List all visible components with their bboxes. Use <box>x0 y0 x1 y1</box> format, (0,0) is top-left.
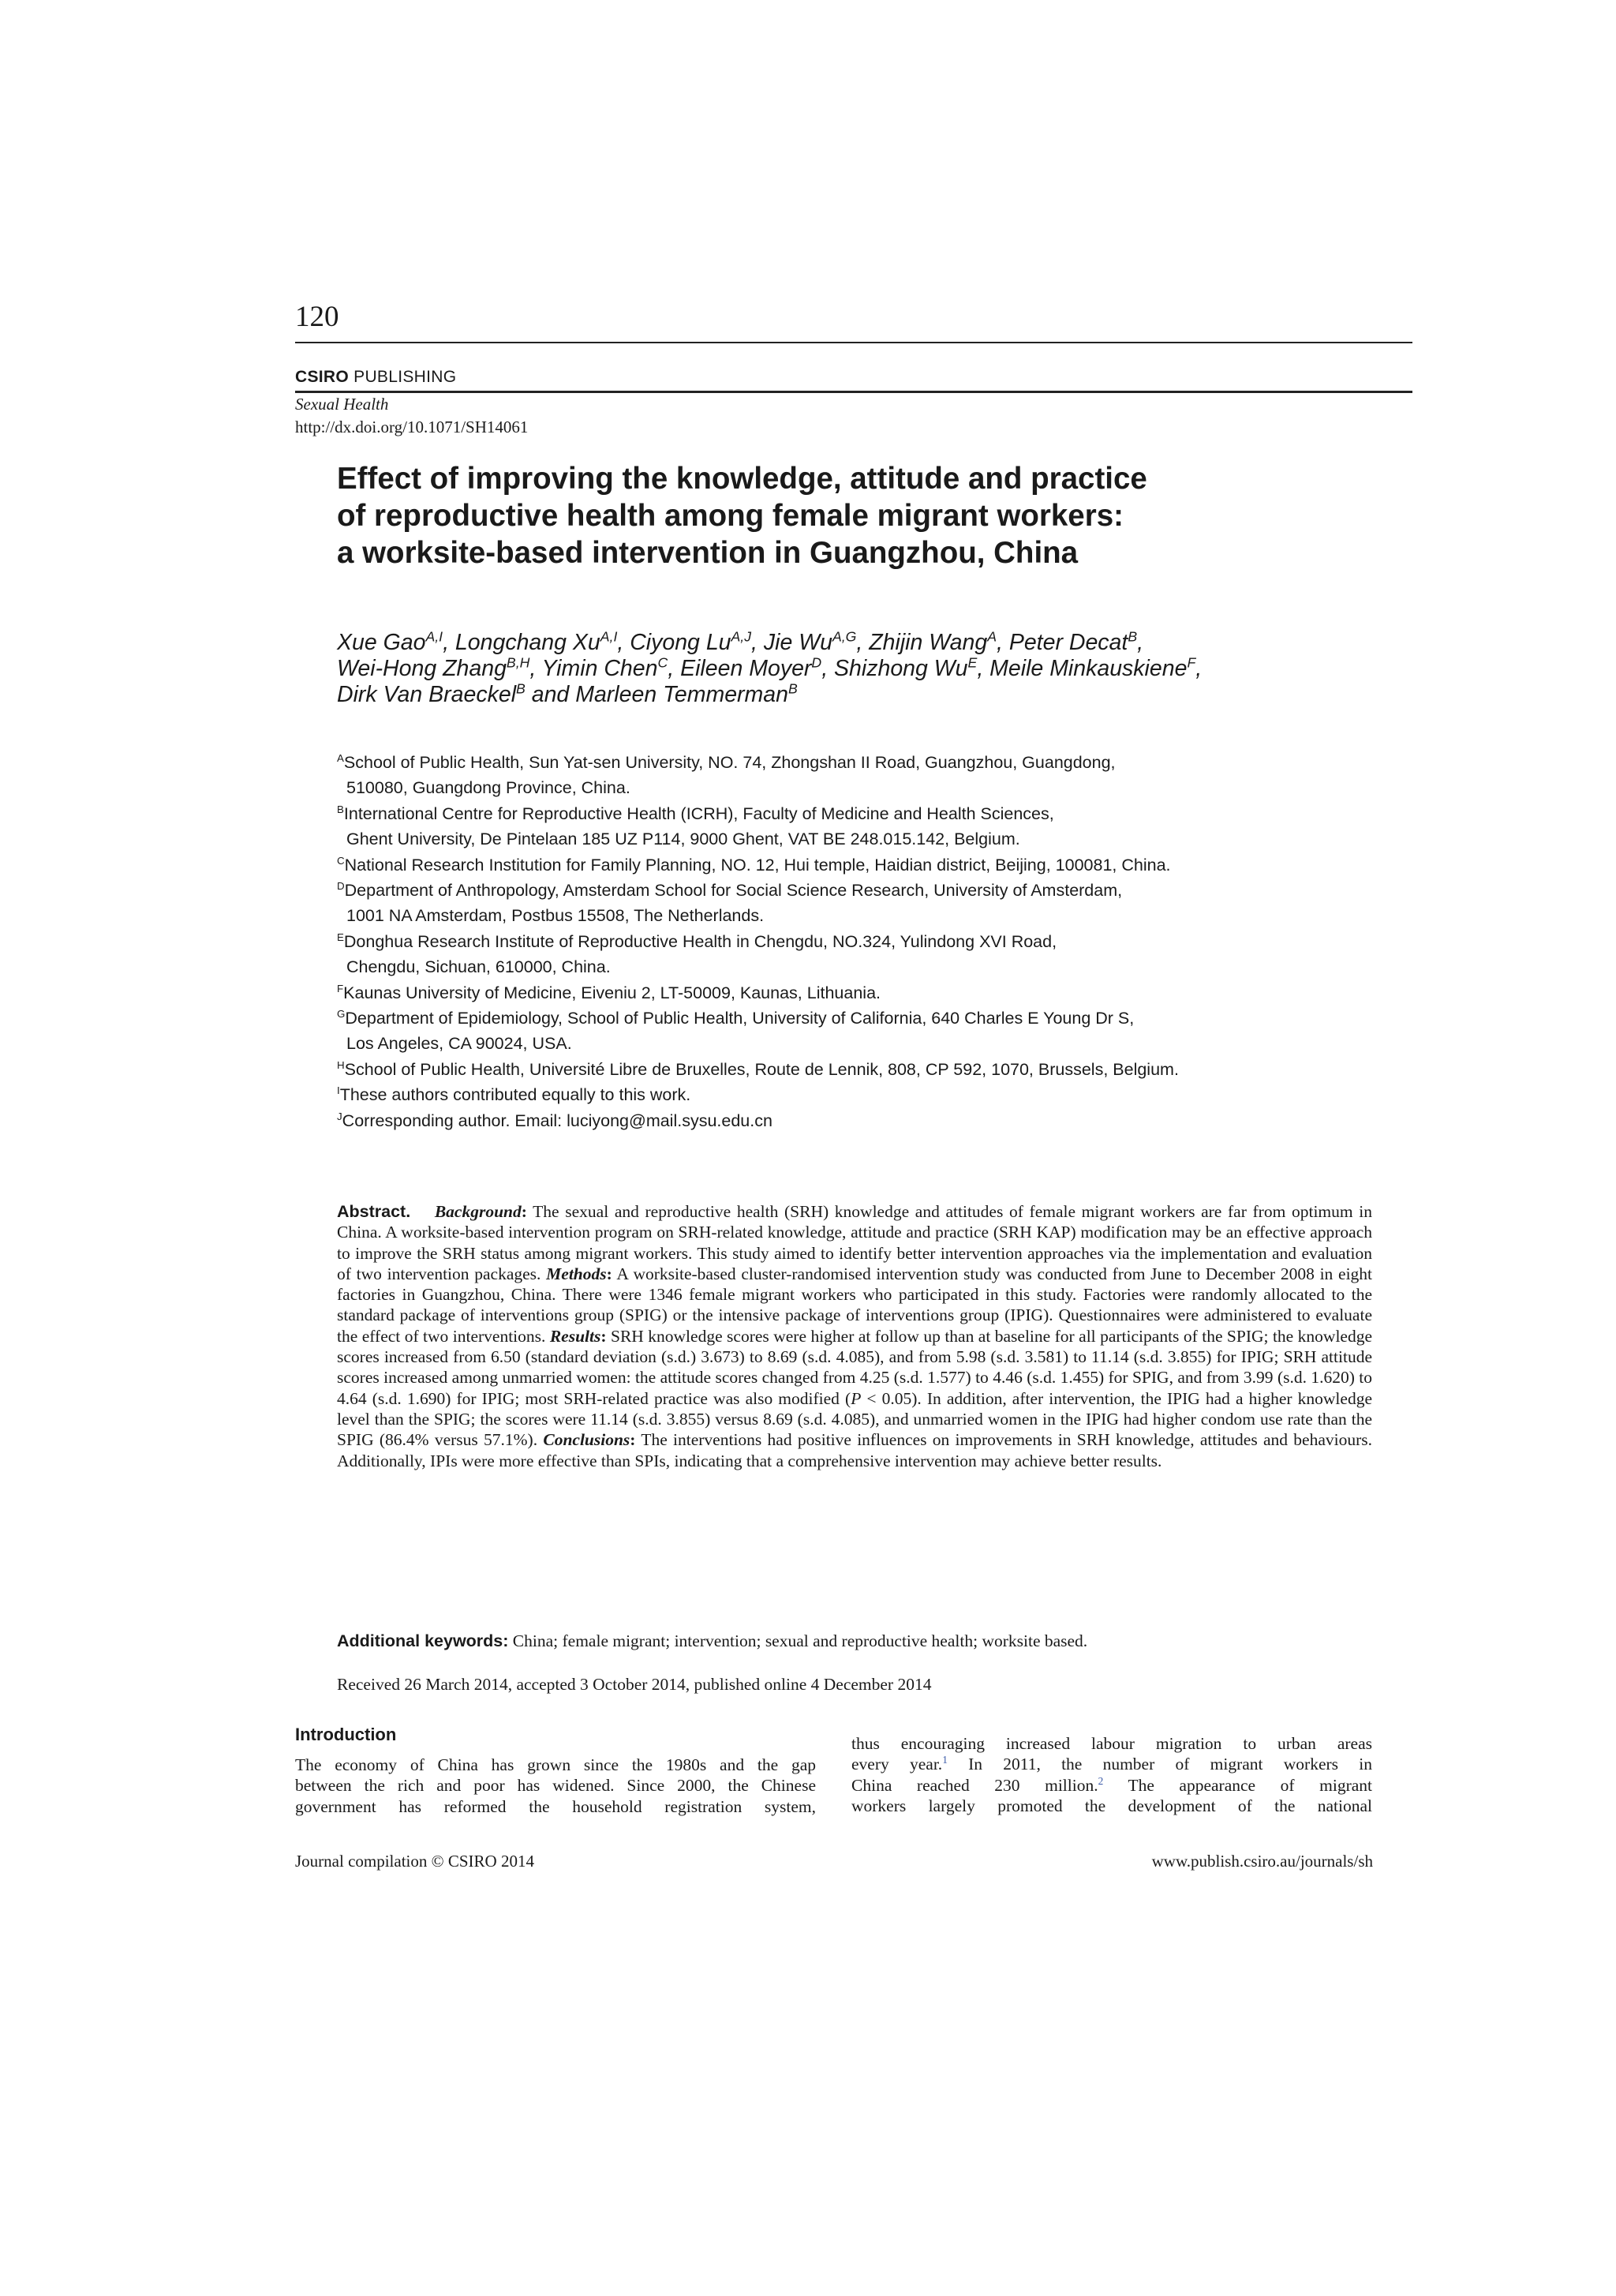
results-label: Results <box>549 1326 601 1346</box>
journal-name: Sexual Health <box>295 395 389 414</box>
abstract-label: Abstract. <box>337 1202 411 1221</box>
p-value-symbol: P <box>851 1388 862 1408</box>
header-rule <box>295 342 1412 343</box>
body-column-right <box>851 1733 1372 1816</box>
footer-journal-url[interactable]: www.publish.csiro.au/journals/sh <box>1151 1852 1373 1871</box>
author-line: Dirk Van Braeckel$^B$ and Marleen Temmerman$^B$ <box>337 680 798 707</box>
methods-text: A worksite-based cluster-randomised intervention study was conducted from June to December 2008 in eight factories in Guangzhou, China. There were 1346 female migrant workers who participated in this study. Factories were randomly allocated to the standard package of interventions group (SPIG) or the intensive package of interventions group (IPIG). Questionnaires were administered to evaluate the effect of two interventions. <box>337 1264 1373 1346</box>
affiliation-g-continued: Los Angeles, CA 90024, USA. <box>346 1034 572 1054</box>
reference-link-2[interactable]: 2 <box>1098 1774 1104 1787</box>
affiliation-a-continued: 510080, Guangdong Province, China. <box>346 778 630 798</box>
background-text: The sexual and reproductive health (SRH) knowledge and attitudes of female migrant workers are far from optimum in China. A worksite-based intervention program on SRH-related knowledge, attitude and practice (SRH KAP) modification may be an effective approach to improve the SRH status among migrant workers. This study aimed to identify better intervention approaches via the implementation and evaluation of two intervention packages. <box>337 1202 1372 1283</box>
body-line: every year.$^1$ In 2011, the number of migrant workers in <box>851 1754 1372 1774</box>
title-line: Effect of improving the knowledge, attitude and practice <box>337 462 1147 496</box>
results-text-continued: < 0.05). In addition, after intervention, the IPIG had a higher knowledge level than the SPIG; the scores were 11.14 (s.d. 3.855) versus 8.69 (s.d. 4.085), and unmarried women in the IPIG had higher condom use rate than the SPIG (86.4% versus 57.1%). <box>337 1388 1372 1450</box>
keywords-text: China; female migrant; intervention; sexual and reproductive health; worksite based. <box>512 1631 1088 1650</box>
affiliation-list <box>337 750 1394 1133</box>
section-heading-introduction: Introduction <box>295 1725 397 1744</box>
background-label: Background <box>434 1202 522 1221</box>
affiliation-g: $^G$Department of Epidemiology, School of Public Health, University of California, 640 Charles E Young Dr S, <box>337 1007 1135 1028</box>
body-line: workers largely promoted the development of the national <box>851 1796 1372 1815</box>
keywords-label: Additional keywords: <box>337 1631 509 1650</box>
title-line: a worksite-based intervention in Guangzhou, China <box>337 536 1079 570</box>
results-text: SRH knowledge scores were higher at follow up than at baseline for all participants of the SPIG; the knowledge scores increased from 6.50 (standard deviation (s.d.) 3.673) to 8.69 (s.d. 4.085), and from 5.98 (s.d. 3.581) to 11.14 (s.d. 3.855) for IPIG; SRH attitude scores increased among unmarried women: the attitude scores changed from 4.25 (s.d. 1.577) to 4.46 (s.d. 1.455) for SPIG, and from 3.99 (s.d. 1.620) to 4.64 (s.d. 1.690) for IPIG; most SRH-related practice was also modified ( <box>337 1326 1373 1408</box>
affiliation-d: $^D$Department of Anthropology, Amsterdam School for Social Science Research, University of Amsterdam, <box>337 879 1123 901</box>
affiliation-b-continued: Ghent University, De Pintelaan 185 UZ P114, 9000 Ghent, VAT BE 248.015.142, Belgium. <box>346 830 1020 849</box>
affiliation-e-continued: Chengdu, Sichuan, 610000, China. <box>346 957 611 977</box>
publisher-name: CSIRO PUBLISHING <box>295 368 457 386</box>
conclusions-label: Conclusions <box>543 1430 630 1450</box>
affiliation-f: $^F$Kaunas University of Medicine, Eiveniu 2, LT-50009, Kaunas, Lithuania. <box>337 982 881 1002</box>
author-line: Wei-Hong Zhang$^{B,H}$, Yimin Chen$^C$, Eileen Moyer$^D$, Shizhong $Wu^E$, Meile Minkauskiene$^F$, <box>337 654 1203 681</box>
page-number: 120 <box>295 301 339 333</box>
body-line: The economy of China has grown since the 1980s and the gap <box>295 1755 816 1774</box>
body-line: government has reformed the household registration system, <box>295 1796 816 1816</box>
body-line: between the rich and poor has widened. Since 2000, the Chinese <box>295 1776 816 1796</box>
body-line: thus encouraging increased labour migration to urban areas <box>851 1734 1372 1753</box>
body-column-left <box>295 1755 816 1817</box>
affiliation-d-continued: 1001 NA Amsterdam, Postbus 15508, The Netherlands. <box>346 906 765 926</box>
conclusions-text: The interventions had positive influences on improvements in SRH knowledge, attitudes and behaviours. Additionally, IPIs were more effective than SPIs, indicating that a comprehensive intervention may achieve better results. <box>337 1430 1372 1470</box>
footer-copyright: Journal compilation © CSIRO 2014 <box>295 1852 534 1871</box>
keywords <box>337 1631 1372 1651</box>
abstract: Abstract. Background: The sexual and reproductive health (SRH) knowledge and attitudes of female migrant workers are far from optimum in China. A worksite-based intervention program on SRH-related knowledge, attitude and practice (SRH KAP) modification may be an effective approach to improve the SRH status among migrant workers. This study aimed to identify better intervention approaches via the implementation and evaluation of two intervention packages. Methods: A worksite-based cluster-randomised intervention study was conducted from June to December 2008 in eight factories in Guangzhou, China. There were 1346 female migrant workers who participated in this study. Factories were randomly allocated to the standard package of interventions group (SPIG) or the intensive package of interventions group (IPIG). Questionnaires were administered to evaluate the effect of two interventions. Results: SRH knowledge scores were higher at follow up than at baseline for all participants of the SPIG; the knowledge scores increased from 6.50 (standard deviation (s.d.) 3.673) to 8.69 (s.d. 4.085), and from 5.98 (s.d. 3.581) to 11.14 (s.d. 3.855) for IPIG; SRH attitude scores increased among unmarried women: the attitude scores changed from 4.25 (s.d. 1.577) to 4.46 (s.d. 1.455) for SPIG, and from 3.99 (s.d. 1.620) to 4.64 (s.d. 1.690) for IPIG; most SRH-related practice was also modified (P < 0.05). In addition, after intervention, the IPIG had a higher knowledge level than the SPIG; the scores were 11.14 (s.d. 3.855) versus 8.69 (s.d. 4.085), and unmarried women in the IPIG had higher condom use rate than the SPIG (86.4% versus 57.1%). Conclusions: The interventions had positive influences on improvements in SRH knowledge, attitudes and behaviours. Additionally, IPIs were more effective than SPIs, indicating that a comprehensive intervention may achieve better results. <box>337 1202 1373 1470</box>
reference-link-1[interactable]: 1 <box>942 1754 948 1766</box>
affiliation-b: $^B$International Centre for Reproductive Health (ICRH), Faculty of Medicine and Health Sciences, <box>337 803 1054 823</box>
doi-link[interactable]: http://dx.doi.org/10.1071/SH14061 <box>295 418 529 436</box>
methods-label: Methods <box>546 1264 607 1283</box>
article-title <box>337 460 1363 571</box>
affiliation-e: $^E$Donghua Research Institute of Reproductive Health in Chengdu, NO.324, Yulindong XVI Road, <box>337 931 1057 951</box>
body-line: China reached 230 million.$^2$ The appearance of migrant <box>851 1774 1372 1795</box>
publisher-rule <box>295 391 1412 393</box>
affiliation-h: $^H$School of Public Health, Université Libre de Bruxelles, Route de Lennik, 808, CP 592, 1070, Brussels, Belgium. <box>337 1058 1179 1079</box>
received-dates: Received 26 March 2014, accepted 3 October 2014, published online 4 December 2014 <box>337 1675 932 1694</box>
footnote-equal-contribution: $^I$These authors contributed equally to this work. <box>337 1084 691 1105</box>
author-line: Xue Gao$^{A,I}$, Longchang $Xu^{A,I}$, Ciyong $Lu^{A,J}$, Jie $Wu^{A,G}$, Zhijin Wang$^A$, Peter Decat$^B$, <box>337 628 1144 655</box>
footnote-corresponding-author: $^J$Corresponding author. Email: luciyong@mail.sysu.edu.cn <box>337 1110 772 1130</box>
affiliation-c: $^C$National Research Institution for Family Planning, NO. 12, Hui temple, Haidian district, Beijing, 100081, China. <box>337 854 1171 875</box>
author-list <box>337 630 1394 708</box>
title-line: of reproductive health among female migrant workers: <box>337 499 1124 533</box>
affiliation-a: $^A$School of Public Health, Sun Yat-sen University, NO. 74, Zhongshan II Road, Guangzhou, Guangdong, <box>337 751 1116 772</box>
